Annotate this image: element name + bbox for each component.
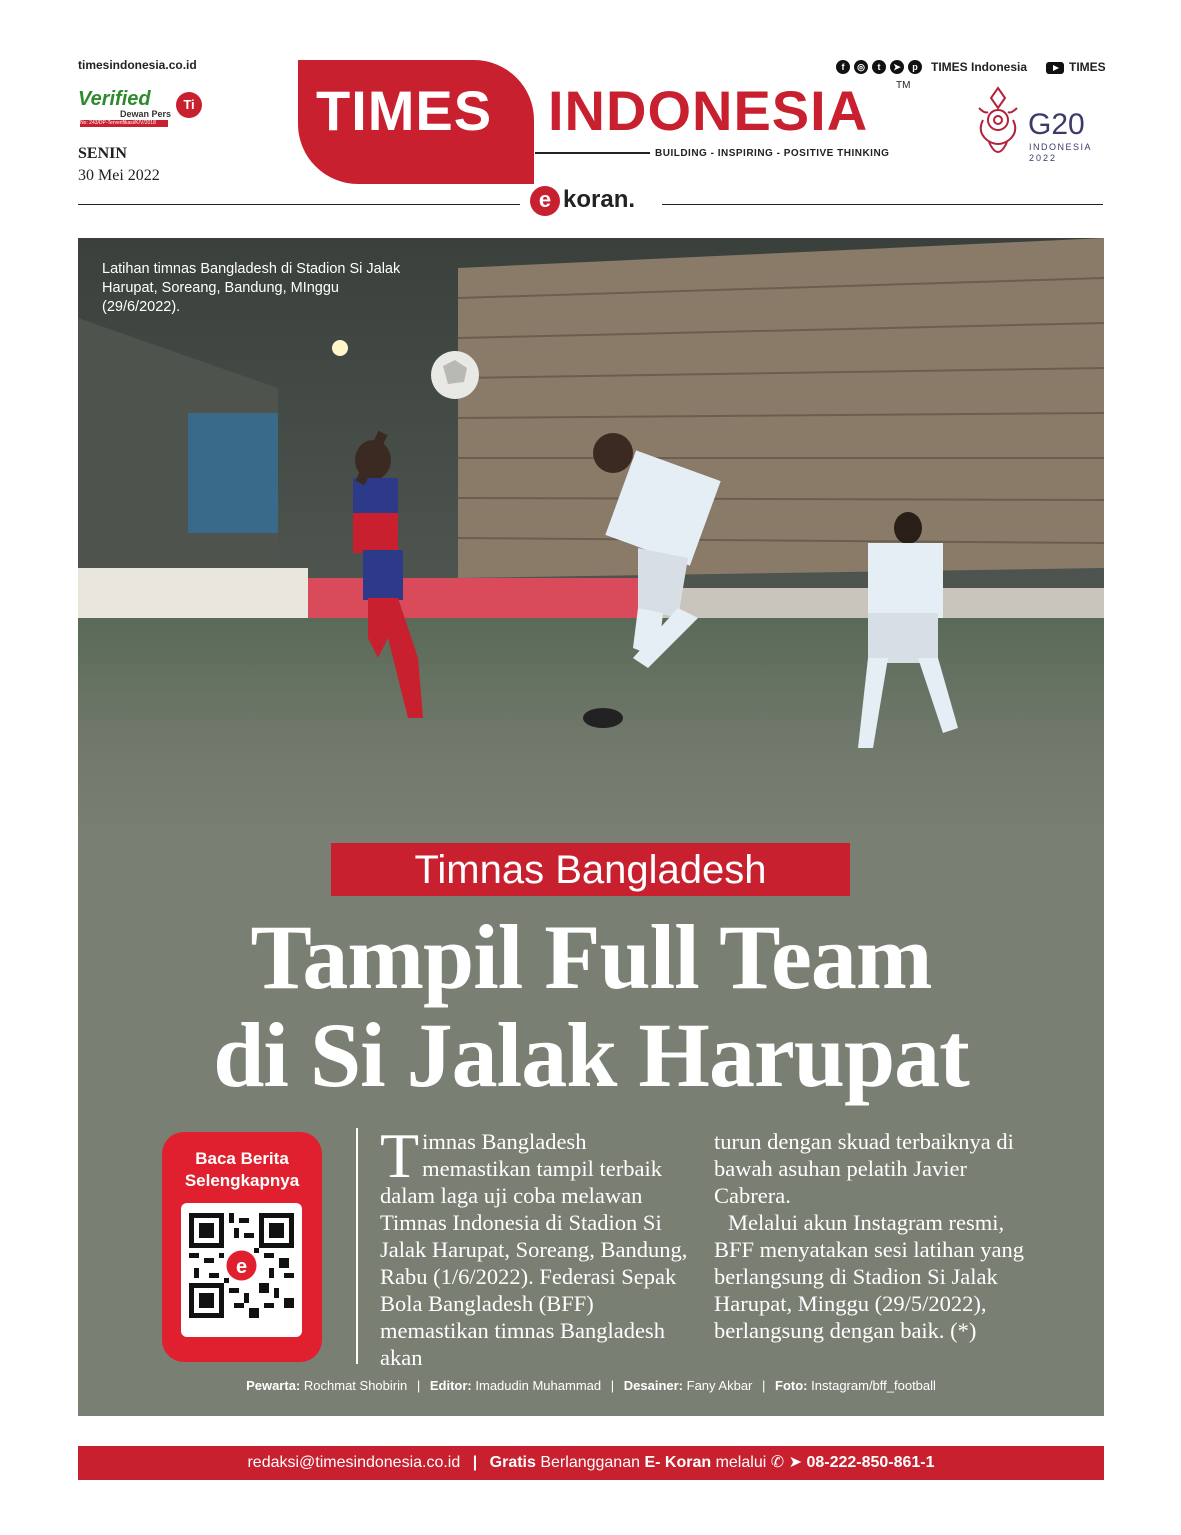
verified-ref: No: 243/DP-Terverifikasi/K/V/2018 [80, 120, 168, 127]
site-url[interactable]: timesindonesia.co.id [78, 58, 197, 72]
qr-code-icon[interactable] [189, 1213, 294, 1318]
article-col2-para-1: turun dengan skuad terbaiknya di bawah asuhan pelatih Javier Cabrera. [714, 1129, 1014, 1208]
footer-phone[interactable]: 08-222-850-861-1 [806, 1454, 935, 1471]
article-col1-text: imnas Bangladesh memastikan tampil terbaik dalam laga uji coba melawan Timnas Indonesia di Stadion Si Jalak Harupat, Soreang, Bandung, Rabu (1/6/2022). Federasi Sepak Bola Bangladesh (BFF) memastikan timnas Bangladesh akan [380, 1129, 688, 1370]
twitter-icon[interactable]: t [872, 60, 886, 74]
social-icons [836, 60, 922, 74]
kicker-text: Timnas Bangladesh [414, 848, 767, 892]
trademark-mark: TM [896, 80, 911, 91]
editor-label: Editor: [429, 1378, 472, 1393]
desainer-name: Fany Akbar [686, 1378, 753, 1393]
ekoran-e-icon: e [530, 186, 560, 216]
pewarta-label: Pewarta: [246, 1378, 301, 1393]
youtube-label[interactable]: TIMES [1069, 60, 1106, 74]
footer-gratis: Gratis [489, 1454, 536, 1471]
tagline-divider [535, 152, 650, 154]
pinterest-icon[interactable]: p [908, 60, 922, 74]
g20-text: G20 [1028, 108, 1085, 141]
ekoran-text: koran. [563, 186, 636, 213]
footer-berlangganan: Berlangganan [540, 1454, 640, 1471]
desainer-label: Desainer: [623, 1378, 683, 1393]
ti-logo-icon: Ti [176, 92, 202, 118]
footer-email[interactable]: redaksi@timesindonesia.co.id [247, 1454, 461, 1471]
verified-dewan-pers-badge [78, 88, 203, 130]
photo-caption: Latihan timnas Bangladesh di Stadion Si Jalak Harupat, Soreang, Bandung, MInggu (29/6/2022). [102, 261, 401, 315]
pewarta-name: Rochmat Shobirin [303, 1378, 408, 1393]
verified-sub: Dewan Pers [120, 109, 172, 119]
g20-emblem-icon [975, 86, 1021, 164]
football-photo [78, 238, 1104, 848]
logo-tagline: BUILDING - INSPIRING - POSITIVE THINKING [655, 148, 890, 159]
dropcap: T [380, 1120, 420, 1191]
qr-title-line-1: Baca Berita [195, 1149, 289, 1168]
article-col2-para-2: Melalui akun Instagram resmi, BFF menyatakan sesi latihan yang berlangsung di Stadion Si Jalak Harupat, Minggu (29/5/2022), berlangsung dengan baik. (*) [714, 1210, 1024, 1343]
footer-ekoran: E- Koran [644, 1454, 712, 1471]
youtube-icon[interactable] [1046, 62, 1064, 74]
edition-date: 30 Mei 2022 [78, 167, 160, 184]
footer-melalui: melalui [715, 1454, 767, 1471]
g20-country: INDONESIA [1029, 142, 1093, 152]
g20-year: 2022 [1029, 153, 1058, 163]
footer-text: redaksi@timesindonesia.co.id | Gratis Berlangganan E- Koran melalui ✆ ➤ 08-222-850-861-1 [247, 1454, 935, 1471]
headline-line-2: di Si Jalak Harupat [213, 1004, 969, 1106]
edition-day: SENIN [78, 145, 127, 162]
article-column-2 [714, 1128, 1024, 1344]
article-column-1 [380, 1120, 690, 1371]
social-label[interactable]: TIMES Indonesia [931, 60, 1028, 74]
instagram-icon[interactable]: ◎ [854, 60, 868, 74]
logo-indonesia: INDONESIA [548, 79, 869, 142]
qr-title-line-2: Selengkapnya [184, 1171, 300, 1190]
headline-line-1: Tampil Full Team [250, 906, 932, 1008]
foto-credit: Instagram/bff_football [811, 1378, 936, 1393]
credits-line: Pewarta: Rochmat Shobirin | Editor: Imadudin Muhammad | Desainer: Fany Akbar | Foto: Instagram/bff_football [246, 1378, 936, 1393]
telegram-icon[interactable]: ➤ [890, 60, 904, 74]
logo-times: TIMES [316, 79, 493, 142]
whatsapp-icon: ✆ [770, 1454, 785, 1471]
foto-label: Foto: [775, 1378, 808, 1393]
verified-label: Verified [78, 88, 151, 110]
qr-title [162, 1148, 322, 1192]
qr-center-glyph: e [235, 1256, 248, 1278]
headline [78, 908, 1104, 1104]
editor-name: Imadudin Muhammad [475, 1378, 602, 1393]
facebook-icon[interactable]: f [836, 60, 850, 74]
telegram-footer-icon: ➤ [788, 1454, 802, 1471]
column-rule [356, 1128, 358, 1364]
